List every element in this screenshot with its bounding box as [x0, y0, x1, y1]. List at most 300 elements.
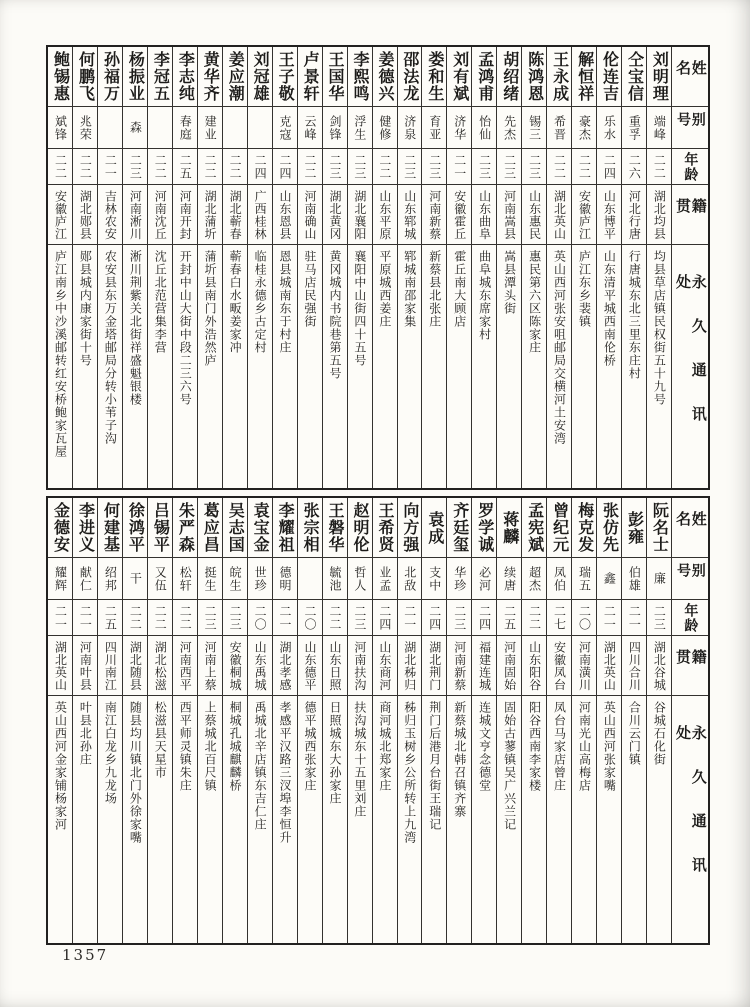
- header-alias-label: 别号: [672, 558, 708, 600]
- person-age: 二三: [348, 600, 372, 636]
- person-name: 徐鸿平: [123, 498, 147, 558]
- person-alias: [298, 558, 322, 600]
- person-name: 陈鸿恩: [522, 47, 546, 107]
- person-native-place: 四川合川: [622, 636, 646, 696]
- person-alias: 乐水: [597, 107, 621, 149]
- person-name: 仝宝信: [622, 47, 646, 107]
- person-native-place: 安徽桐城: [223, 636, 247, 696]
- person-column: [122, 47, 147, 488]
- person-address: 庐江南乡中沙溪邮转红安桥鲍家瓦屋: [53, 250, 68, 458]
- person-native-place: 河南扶沟: [348, 636, 372, 696]
- person-native-place: 湖北蕲春: [223, 185, 247, 245]
- person-name: 孟宪斌: [522, 498, 546, 558]
- person-age: 二二: [123, 600, 147, 636]
- person-alias: 绍邦: [98, 558, 122, 600]
- person-alias: 又伍: [148, 558, 172, 600]
- person-address: 平原城西姜庄: [377, 250, 392, 328]
- roster-table-top: [46, 45, 710, 490]
- person-alias: 浮生: [348, 107, 372, 149]
- person-age: 二一: [273, 600, 297, 636]
- person-age: 二五: [497, 600, 521, 636]
- header-column: [671, 47, 708, 488]
- person-name: 赵明伦: [348, 498, 372, 558]
- person-address: 英山西河金家铺杨家河: [53, 701, 68, 831]
- person-column: [372, 498, 397, 943]
- header-address-label: 永久通讯处: [674, 725, 708, 901]
- person-address: 驻马店民强街: [302, 250, 317, 328]
- person-address: 蕲春白水畈姜家冲: [228, 250, 243, 354]
- person-alias: 皖生: [223, 558, 247, 600]
- person-column: [48, 498, 72, 943]
- person-column: [147, 498, 172, 943]
- person-native-place: 山东郓城: [398, 185, 422, 245]
- person-alias: 德明: [273, 558, 297, 600]
- person-alias: 干: [123, 558, 147, 600]
- person-alias: 华珍: [447, 558, 471, 600]
- person-native-place: 山东阳谷: [522, 636, 546, 696]
- person-column: [347, 47, 372, 488]
- person-column: [72, 498, 97, 943]
- person-address: 德平城西张家庄: [302, 701, 317, 792]
- person-address: 开封中山大街中段二三六号: [178, 250, 193, 406]
- person-age: 二一: [98, 149, 122, 185]
- person-address: 松滋县天星市: [153, 701, 168, 779]
- person-age: 二六: [622, 149, 646, 185]
- person-age: 二四: [248, 149, 272, 185]
- person-address: 郧县城内康家街十号: [78, 250, 93, 367]
- person-native-place: 河南新蔡: [422, 185, 446, 245]
- person-column: [172, 47, 197, 488]
- person-address: 临桂永德乡古定村: [253, 250, 268, 354]
- person-name: 齐廷玺: [447, 498, 471, 558]
- person-age: 二二: [148, 600, 172, 636]
- person-alias: 重孚: [622, 107, 646, 149]
- person-alias: 锡三: [522, 107, 546, 149]
- person-alias: 健修: [373, 107, 397, 149]
- person-address: 阳谷西南李家楼: [527, 701, 542, 792]
- person-column: [471, 47, 496, 488]
- person-name: 胡绍绪: [497, 47, 521, 107]
- person-address: 山东清平城西南伦桥: [602, 250, 617, 367]
- person-column: [347, 498, 372, 943]
- person-age: 二二: [73, 149, 97, 185]
- person-age: 二一: [48, 600, 72, 636]
- person-name: 王永成: [547, 47, 571, 107]
- person-column: [97, 47, 122, 488]
- person-address: 新蔡城北韩召镇齐寨: [452, 701, 467, 818]
- person-age: 二一: [73, 600, 97, 636]
- person-age: 二三: [447, 600, 471, 636]
- person-name: 李耀祖: [273, 498, 297, 558]
- person-native-place: 河南西平: [173, 636, 197, 696]
- person-address: 桐城孔城麒麟桥: [228, 701, 243, 792]
- person-native-place: 湖北松滋: [148, 636, 172, 696]
- person-native-place: 湖北襄阳: [348, 185, 372, 245]
- person-name: 李冠五: [148, 47, 172, 107]
- person-address: 秭归玉树乡公所转上九湾: [402, 701, 417, 844]
- person-age: 二三: [522, 149, 546, 185]
- person-age: 二三: [198, 600, 222, 636]
- person-column: [247, 498, 272, 943]
- person-alias: 北敌: [398, 558, 422, 600]
- person-name: 刘有斌: [447, 47, 471, 107]
- person-column: [172, 498, 197, 943]
- header-name-label: 姓名: [672, 498, 708, 558]
- person-age: 二二: [522, 600, 546, 636]
- person-name: 梅克发: [572, 498, 596, 558]
- person-age: 二三: [422, 149, 446, 185]
- person-column: [247, 47, 272, 488]
- person-column: [397, 498, 422, 943]
- person-alias: 廉: [647, 558, 671, 600]
- person-address: 行唐城东北三里东庄村: [627, 250, 642, 380]
- person-name: 李熙鸣: [348, 47, 372, 107]
- person-native-place: 河南嵩县: [497, 185, 521, 245]
- person-alias: 凤伯: [547, 558, 571, 600]
- person-age: 二四: [273, 149, 297, 185]
- person-address: 曲阜城东席家村: [477, 250, 492, 341]
- person-alias: 育亚: [422, 107, 446, 149]
- person-column: [297, 498, 322, 943]
- person-name: 蒋麟: [497, 498, 521, 558]
- person-address: 西平师灵镇朱庄: [178, 701, 193, 792]
- person-age: 二二: [148, 149, 172, 185]
- person-column: [147, 47, 172, 488]
- person-age: 二三: [647, 600, 671, 636]
- person-address: 荆门后港月台街王瑞记: [427, 701, 442, 831]
- person-age: 二一: [398, 600, 422, 636]
- person-native-place: 山东恩县: [273, 185, 297, 245]
- person-age: 二一: [447, 149, 471, 185]
- person-column: [297, 47, 322, 488]
- person-alias: 耀辉: [48, 558, 72, 600]
- person-alias: 献仁: [73, 558, 97, 600]
- person-address: 河南光山高梅店: [577, 701, 592, 792]
- person-name: 袁成: [422, 498, 446, 558]
- person-address: 上蔡城北百尺镇: [203, 701, 218, 792]
- person-name: 金德安: [48, 498, 72, 558]
- person-native-place: 山东博平: [597, 185, 621, 245]
- person-address: 沈丘北范营集李营: [153, 250, 168, 354]
- person-address: 商河城北郑家庄: [377, 701, 392, 792]
- person-alias: 建业: [198, 107, 222, 149]
- header-address-label: 永久通讯处: [674, 274, 708, 450]
- person-column: [197, 47, 222, 488]
- person-native-place: 山东日照: [323, 636, 347, 696]
- person-age: 二三: [323, 149, 347, 185]
- person-address: 禹城北辛店镇东吉仁庄: [253, 701, 268, 831]
- person-column: [72, 47, 97, 488]
- person-age: 二四: [422, 600, 446, 636]
- person-native-place: 吉林农安: [98, 185, 122, 245]
- person-native-place: 湖北郧县: [73, 185, 97, 245]
- person-native-place: 湖北谷城: [647, 636, 671, 696]
- person-address: 庐江东乡裴镇: [577, 250, 592, 328]
- person-name: 孙福万: [98, 47, 122, 107]
- person-alias: 豪杰: [572, 107, 596, 149]
- person-name: 李志纯: [173, 47, 197, 107]
- person-address: 叶县北孙庄: [78, 701, 93, 766]
- person-alias: 克寇: [273, 107, 297, 149]
- person-address: 恩县城南东于村庄: [278, 250, 293, 354]
- person-column: [496, 498, 521, 943]
- person-native-place: 湖北蒲圻: [198, 185, 222, 245]
- person-name: 解恒祥: [572, 47, 596, 107]
- person-native-place: 四川南江: [98, 636, 122, 696]
- person-name: 刘冠雄: [248, 47, 272, 107]
- person-address: 郓城南邵家集: [402, 250, 417, 328]
- person-column: [621, 498, 646, 943]
- person-alias: 先杰: [497, 107, 521, 149]
- person-alias: 支中: [422, 558, 446, 600]
- person-alias: [248, 107, 272, 149]
- person-age: 二二: [173, 600, 197, 636]
- person-column: [322, 47, 347, 488]
- person-native-place: 湖北秭归: [398, 636, 422, 696]
- person-address: 固始古蓼镇吴广兴兰记: [502, 701, 517, 831]
- person-age: 二三: [223, 600, 247, 636]
- person-name: 邵法龙: [398, 47, 422, 107]
- person-name: 吕锡平: [148, 498, 172, 558]
- person-age: 二二: [373, 149, 397, 185]
- person-alias: 超杰: [522, 558, 546, 600]
- person-column: [272, 498, 297, 943]
- person-age: 二三: [472, 149, 496, 185]
- person-alias: [98, 107, 122, 149]
- person-address: 凤台马家店曾庄: [552, 701, 567, 792]
- person-native-place: 山东禹城: [248, 636, 272, 696]
- person-native-place: 湖北英山: [547, 185, 571, 245]
- person-native-place: 安徽庐江: [48, 185, 72, 245]
- person-native-place: 安徽霍丘: [447, 185, 471, 245]
- person-address: 合川云门镇: [627, 701, 642, 766]
- person-column: [571, 498, 596, 943]
- person-column: [521, 498, 546, 943]
- person-column: [546, 47, 571, 488]
- person-age: 二三: [123, 149, 147, 185]
- person-name: 卢景轩: [298, 47, 322, 107]
- person-alias: 春庭: [173, 107, 197, 149]
- person-column: [571, 47, 596, 488]
- person-column: [48, 47, 72, 488]
- person-column: [322, 498, 347, 943]
- person-native-place: 山东惠民: [522, 185, 546, 245]
- person-age: 二四: [597, 149, 621, 185]
- person-address: 霍丘南大顾店: [452, 250, 467, 328]
- person-address: 农安县东万金塔邮局分转小苇子沟: [103, 250, 118, 445]
- person-alias: 希晋: [547, 107, 571, 149]
- person-address: 均县草店镇民权街五十九号: [652, 250, 667, 406]
- person-column: [471, 498, 496, 943]
- person-alias: 云峰: [298, 107, 322, 149]
- person-alias: 挺生: [198, 558, 222, 600]
- person-name: 葛应昌: [198, 498, 222, 558]
- person-address: 谷城石化街: [652, 701, 667, 766]
- person-column: [222, 47, 247, 488]
- person-age: 二五: [98, 600, 122, 636]
- person-name: 黄华齐: [198, 47, 222, 107]
- person-alias: 斌锋: [48, 107, 72, 149]
- person-alias: [148, 107, 172, 149]
- person-address: 襄阳中山街四十五号: [352, 250, 367, 367]
- person-address: 惠民第六区陈家庄: [527, 250, 542, 354]
- person-name: 姜应潮: [223, 47, 247, 107]
- person-address: 随县均川镇北门外徐家嘴: [128, 701, 143, 844]
- person-column: [621, 47, 646, 488]
- person-name: 孟鸿甫: [472, 47, 496, 107]
- person-alias: 怡仙: [472, 107, 496, 149]
- roster-sheet: [46, 45, 710, 945]
- person-native-place: 福建连城: [472, 636, 496, 696]
- person-native-place: 湖北孝感: [273, 636, 297, 696]
- person-age: 二三: [497, 149, 521, 185]
- person-column: [496, 47, 521, 488]
- person-column: [197, 498, 222, 943]
- person-alias: 济泉: [398, 107, 422, 149]
- person-address: 扶沟城东十五里刘庄: [352, 701, 367, 818]
- person-name: 阮名士: [647, 498, 671, 558]
- person-native-place: 河南沈丘: [148, 185, 172, 245]
- header-native-place-label: 籍贯: [672, 185, 708, 245]
- person-native-place: 湖北黄冈: [323, 185, 347, 245]
- person-age: 二七: [547, 600, 571, 636]
- person-age: 二二: [572, 149, 596, 185]
- person-column: [372, 47, 397, 488]
- person-native-place: 山东平原: [373, 185, 397, 245]
- person-alias: 世珍: [248, 558, 272, 600]
- person-alias: 松轩: [173, 558, 197, 600]
- person-native-place: 湖北均县: [647, 185, 671, 245]
- person-column: [222, 498, 247, 943]
- person-native-place: 湖北荆门: [422, 636, 446, 696]
- person-age: 二二: [647, 149, 671, 185]
- person-name: 袁宝金: [248, 498, 272, 558]
- person-age: 二一: [622, 600, 646, 636]
- person-name: 曾纪元: [547, 498, 571, 558]
- person-age: 二二: [298, 149, 322, 185]
- person-native-place: 安徽凤台: [547, 636, 571, 696]
- person-name: 娄和生: [422, 47, 446, 107]
- person-address: 南江白龙乡九龙场: [103, 701, 118, 805]
- person-alias: 剑锋: [323, 107, 347, 149]
- person-column: [421, 47, 446, 488]
- person-name: 刘明理: [647, 47, 671, 107]
- person-alias: 伯雄: [622, 558, 646, 600]
- person-column: [397, 47, 422, 488]
- person-column: [596, 47, 621, 488]
- header-native-place-label: 籍贯: [672, 636, 708, 696]
- person-column: [97, 498, 122, 943]
- person-address: 英山西河张安咀邮局交横河土安湾: [552, 250, 567, 445]
- person-name: 李进义: [73, 498, 97, 558]
- person-column: [446, 47, 471, 488]
- person-name: 向方强: [398, 498, 422, 558]
- person-age: 二〇: [248, 600, 272, 636]
- person-age: 二二: [547, 149, 571, 185]
- person-column: [546, 498, 571, 943]
- person-native-place: 河北行唐: [622, 185, 646, 245]
- person-column: [446, 498, 471, 943]
- person-column: [272, 47, 297, 488]
- person-native-place: 河南潢川: [572, 636, 596, 696]
- person-native-place: 河南固始: [497, 636, 521, 696]
- person-address: 孝感平汉路三汊埠李恒升: [278, 701, 293, 844]
- person-name: 姜德兴: [373, 47, 397, 107]
- person-age: 二〇: [572, 600, 596, 636]
- person-native-place: 河南确山: [298, 185, 322, 245]
- person-native-place: 湖北随县: [123, 636, 147, 696]
- person-name: 张仿先: [597, 498, 621, 558]
- person-native-place: 安徽庐江: [572, 185, 596, 245]
- person-native-place: 河南新蔡: [447, 636, 471, 696]
- person-alias: 森: [123, 107, 147, 149]
- person-age: 二二: [198, 149, 222, 185]
- person-alias: 兆荣: [73, 107, 97, 149]
- person-column: [646, 47, 671, 488]
- person-native-place: 湖北英山: [48, 636, 72, 696]
- person-age: 二二: [323, 600, 347, 636]
- person-age: 二〇: [298, 600, 322, 636]
- person-address: 新蔡县北张庄: [427, 250, 442, 328]
- person-alias: 哲人: [348, 558, 372, 600]
- person-alias: 济华: [447, 107, 471, 149]
- header-column: [671, 498, 708, 943]
- person-native-place: 河南开封: [173, 185, 197, 245]
- person-address: 黄冈城内书院巷第五号: [327, 250, 342, 380]
- person-name: 彭雍: [622, 498, 646, 558]
- person-name: 王希贤: [373, 498, 397, 558]
- person-name: 张宗相: [298, 498, 322, 558]
- person-name: 王国华: [323, 47, 347, 107]
- person-address: 蒲圻县南门外浩然庐: [203, 250, 218, 367]
- person-alias: 业孟: [373, 558, 397, 600]
- person-age: 二二: [223, 149, 247, 185]
- roster-table-bottom: [46, 496, 710, 945]
- person-age: 二四: [373, 600, 397, 636]
- person-age: 二五: [173, 149, 197, 185]
- person-age: 二三: [348, 149, 372, 185]
- header-age-label: 年龄: [672, 149, 708, 185]
- person-native-place: 山东德平: [298, 636, 322, 696]
- person-native-place: 山东商河: [373, 636, 397, 696]
- person-alias: 端峰: [647, 107, 671, 149]
- person-name: 王磐华: [323, 498, 347, 558]
- person-name: 吴志国: [223, 498, 247, 558]
- person-address: 连城文亨念德堂: [477, 701, 492, 792]
- person-native-place: 河南淅川: [123, 185, 147, 245]
- person-column: [596, 498, 621, 943]
- person-alias: [223, 107, 247, 149]
- person-name: 王子敬: [273, 47, 297, 107]
- person-age: 二一: [597, 600, 621, 636]
- person-alias: 瑞五: [572, 558, 596, 600]
- person-native-place: 湖北英山: [597, 636, 621, 696]
- person-native-place: 河南上蔡: [198, 636, 222, 696]
- person-column: [122, 498, 147, 943]
- person-name: 鲍锡惠: [48, 47, 72, 107]
- person-alias: 必河: [472, 558, 496, 600]
- person-alias: 毓池: [323, 558, 347, 600]
- person-name: 何建基: [98, 498, 122, 558]
- page-number: 1357: [62, 946, 109, 964]
- person-column: [421, 498, 446, 943]
- person-name: 何鹏飞: [73, 47, 97, 107]
- person-alias: 鑫: [597, 558, 621, 600]
- header-age-label: 年龄: [672, 600, 708, 636]
- person-age: 二四: [472, 600, 496, 636]
- person-native-place: 山东曲阜: [472, 185, 496, 245]
- person-address: 淅川荆紫关北街祥盛魁银楼: [128, 250, 143, 406]
